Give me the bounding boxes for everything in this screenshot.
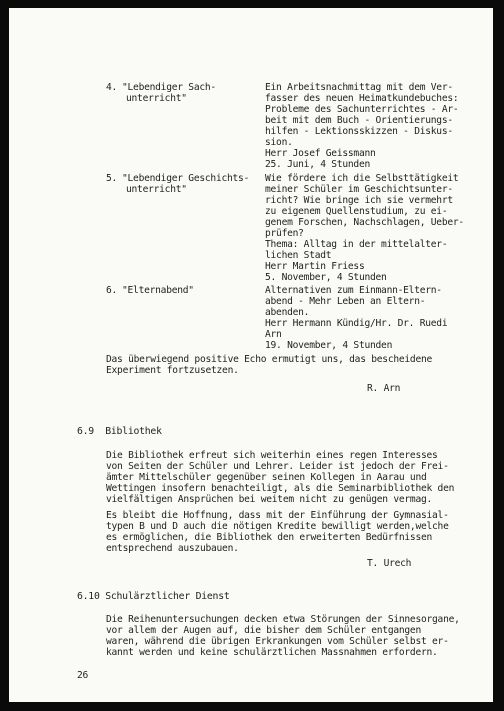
course-5-description-line: zu eigenem Quellenstudium, zu ei- xyxy=(265,206,448,217)
document-page xyxy=(9,8,493,702)
course-6-description-line: Arn xyxy=(265,329,282,340)
course-4-description-line: hilfen - Lektionsskizzen - Diskus- xyxy=(265,126,453,137)
course-4-description-line: 25. Juni, 4 Stunden xyxy=(265,159,370,170)
course-4-description-line: Ein Arbeitsnachmittag mit dem Ver- xyxy=(265,82,453,93)
course-6-description-line: abenden. xyxy=(265,307,310,318)
course-5-number: 5. xyxy=(106,173,118,184)
course-5-description-line: prüfen? xyxy=(265,228,304,239)
course-6-description-line: Alternativen zum Einmann-Eltern- xyxy=(265,285,442,296)
course-5-description-line: meiner Schüler im Geschichtsunter- xyxy=(265,184,453,195)
section-6-10-paragraph-line: vor allem der Augen auf, die bisher dem Schüler entgangen xyxy=(106,625,421,636)
closing-line: Experiment fortzusetzen. xyxy=(106,365,239,376)
course-5-title-line-1: "Lebendiger Geschichts- xyxy=(122,173,250,184)
signature-urech: T. Urech xyxy=(367,558,412,569)
course-4-description-line: Probleme des Sachunterrichtes - Ar- xyxy=(265,104,459,115)
course-5-description-line: 5. November, 4 Stunden xyxy=(265,272,387,283)
section-6-9-paragraph-line: vielfältigen Ansprüchen bei weitem nicht zu genügen vermag. xyxy=(106,494,433,505)
course-4-description-line: sion. xyxy=(265,137,293,148)
course-4-description-line: Herr Josef Geissmann xyxy=(265,148,376,159)
page-number: 26 xyxy=(77,670,89,681)
section-6-10-paragraph-line: kannt werden und keine schulärztlichen Massnahmen erfordern. xyxy=(106,647,438,658)
course-4-title-line-2: unterricht" xyxy=(126,93,187,104)
course-5-description-line: Herr Martin Friess xyxy=(265,261,365,272)
section-6-9-paragraph-line: von Seiten der Schüler und Lehrer. Leider ist jedoch der Frei- xyxy=(106,461,449,472)
course-5-description-line: Thema: Alltag in der mittelalter- xyxy=(265,239,448,250)
course-5-description-line: Wie fördere ich die Selbsttätigkeit xyxy=(265,173,459,184)
course-4-description-line: fasser des neuen Heimatkundebuches: xyxy=(265,93,459,104)
section-6-9-paragraph-line: es ermöglichen, die Bibliothek den erweiterten Bedürfnissen xyxy=(106,532,433,543)
course-4-description-line: beit mit dem Buch - Orientierungs- xyxy=(265,115,453,126)
course-6-description-line: Herr Hermann Kündig/Hr. Dr. Ruedi xyxy=(265,318,448,329)
section-6-9-paragraph-line: Wettingen insofern benachteiligt, als die Seminarbibliothek den xyxy=(106,483,455,494)
course-6-description-line: 19. November, 4 Stunden xyxy=(265,340,393,351)
course-5-description-line: lichen Stadt xyxy=(265,250,332,261)
course-4-number: 4. xyxy=(106,82,118,93)
section-6-10-paragraph-line: waren, während die übrigen Erkrankungen vom Schüler selbst er- xyxy=(106,636,449,647)
course-6-title-line-1: "Elternabend" xyxy=(122,285,194,296)
course-5-description-line: richt? Wie bringe ich sie vermehrt xyxy=(265,195,453,206)
signature-arn: R. Arn xyxy=(367,383,401,394)
section-6-10-paragraph-line: Die Reihenuntersuchungen decken etwa Störungen der Sinnesorgane, xyxy=(106,614,460,625)
course-6-number: 6. xyxy=(106,285,118,296)
course-5-description-line: genem Forschen, Nachschlagen, Ueber- xyxy=(265,217,464,228)
course-6-description-line: abend - Mehr Leben an Eltern- xyxy=(265,296,426,307)
section-6-9-paragraph-line: ämter Mittelschüler gegenüber seinen Kollegen in Aarau und xyxy=(106,472,427,483)
closing-line: Das überwiegend positive Echo ermutigt uns, das bescheidene xyxy=(106,354,433,365)
section-6-10-heading: 6.10 Schulärztlicher Dienst xyxy=(77,591,230,602)
section-6-9-heading: 6.9 Bibliothek xyxy=(77,426,162,437)
section-6-9-paragraph-line: entsprechend auszubauen. xyxy=(106,543,239,554)
course-4-title-line-1: "Lebendiger Sach- xyxy=(122,82,216,93)
section-6-9-paragraph-line: typen B und D auch die nötigen Kredite bewilligt werden,welche xyxy=(106,521,449,532)
section-6-9-paragraph-line: Die Bibliothek erfreut sich weiterhin eines regen Interesses xyxy=(106,450,438,461)
section-6-9-paragraph-line: Es bleibt die Hoffnung, dass mit der Einführung der Gymnasial- xyxy=(106,510,449,521)
course-5-title-line-2: unterricht" xyxy=(126,184,187,195)
